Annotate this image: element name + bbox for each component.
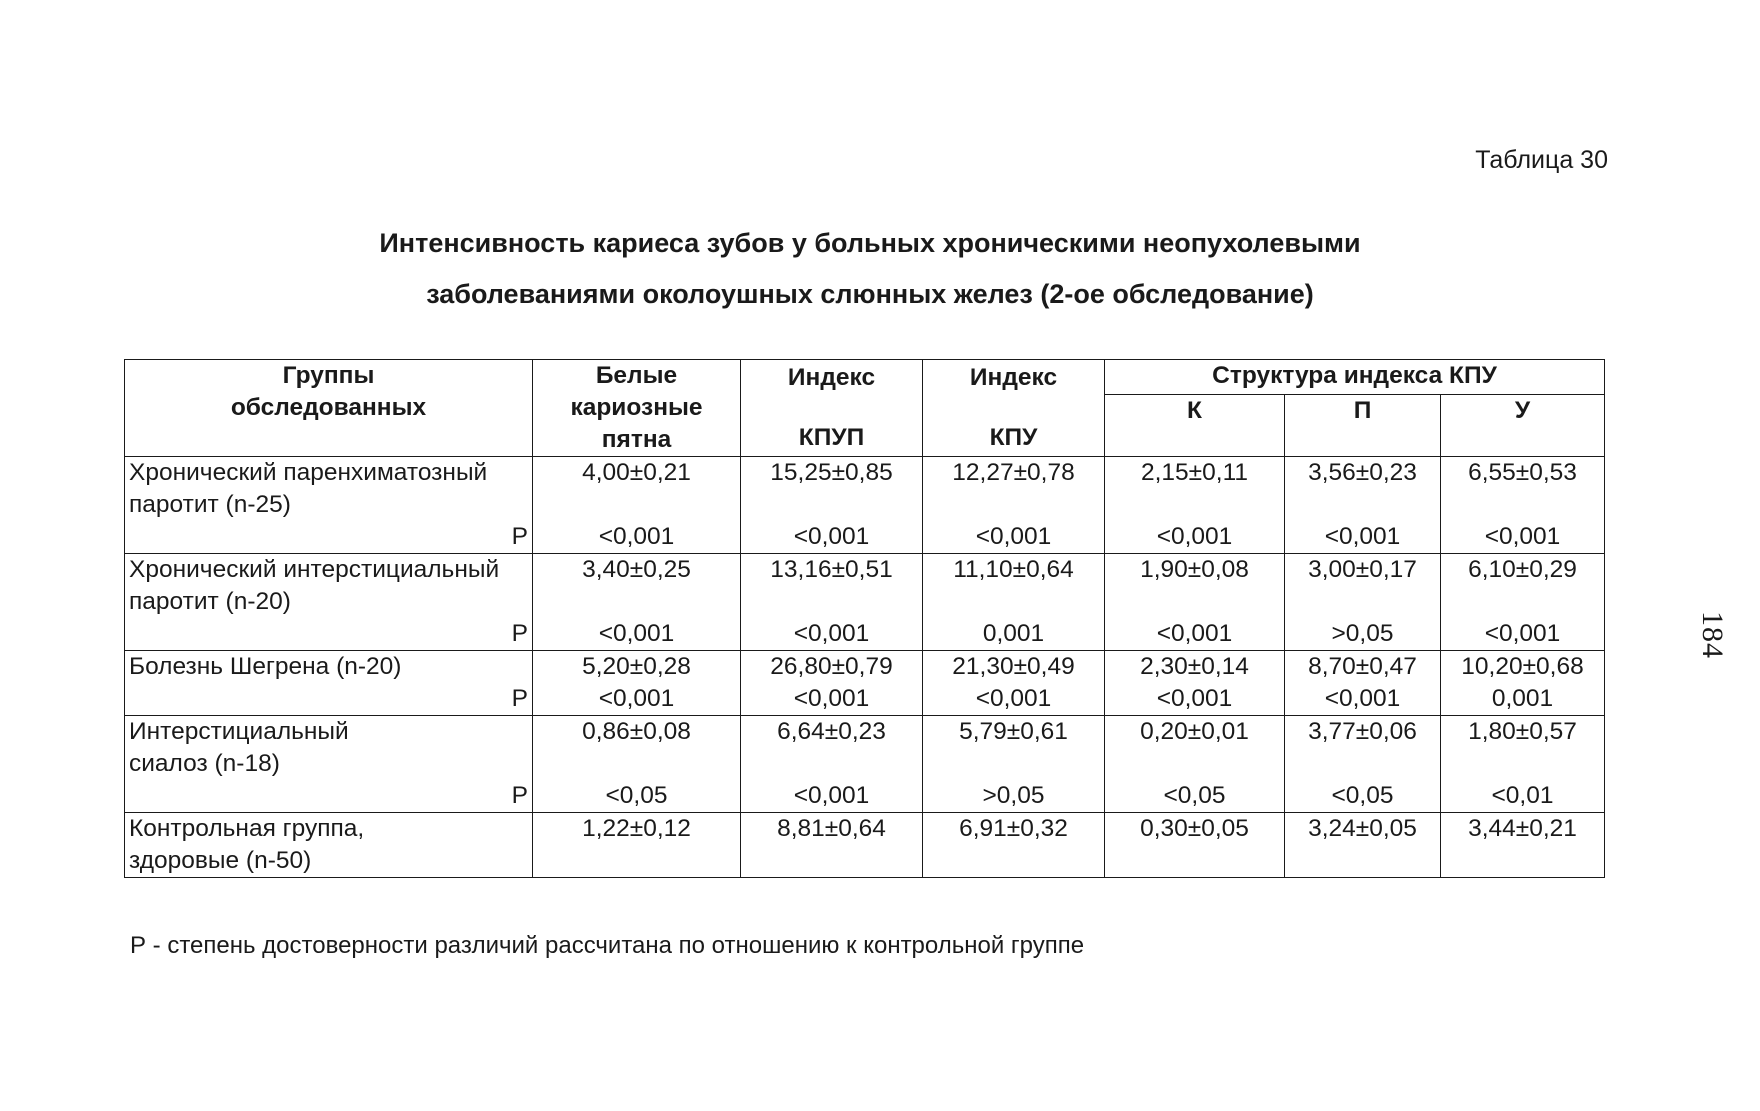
p-label: Р bbox=[511, 620, 528, 647]
value: 8,70±0,47 bbox=[1308, 653, 1417, 680]
header-structure: Структура индекса КПУ bbox=[1105, 360, 1605, 395]
p-value: <0,001 bbox=[1324, 523, 1401, 550]
value: 2,15±0,11 bbox=[1141, 459, 1248, 486]
value: 5,20±0,28 bbox=[582, 653, 691, 680]
value: 3,00±0,17 bbox=[1308, 556, 1417, 583]
value-cell bbox=[533, 651, 741, 716]
value-cell bbox=[1285, 554, 1441, 651]
p-value: <0,001 bbox=[598, 685, 675, 712]
p-value: 0,001 bbox=[982, 620, 1045, 647]
value-cell bbox=[1285, 813, 1441, 878]
value-cell bbox=[923, 716, 1105, 813]
page-number: 184 bbox=[1696, 611, 1729, 659]
p-label: Р bbox=[511, 782, 528, 809]
p-value: <0,001 bbox=[1156, 523, 1233, 550]
header-groups-line-1: Группы bbox=[282, 362, 375, 389]
p-value: <0,05 bbox=[1331, 782, 1394, 809]
header-white-spots bbox=[533, 360, 741, 457]
value: 21,30±0,49 bbox=[952, 653, 1075, 680]
p-value: <0,001 bbox=[1484, 523, 1561, 550]
value: 2,30±0,14 bbox=[1140, 653, 1249, 680]
p-value: <0,001 bbox=[793, 620, 870, 647]
p-value: <0,001 bbox=[793, 685, 870, 712]
value: 4,00±0,21 bbox=[582, 459, 691, 486]
value: 12,27±0,78 bbox=[952, 459, 1075, 486]
p-label: Р bbox=[511, 685, 528, 712]
header-kpup-top: Индекс bbox=[787, 364, 876, 391]
value-cell bbox=[1105, 651, 1285, 716]
value-cell bbox=[1441, 651, 1605, 716]
table-row bbox=[125, 813, 1605, 878]
group-cell bbox=[125, 651, 533, 716]
p-value: >0,05 bbox=[982, 782, 1045, 809]
value: 0,20±0,01 bbox=[1140, 718, 1249, 745]
header-kpup-bottom: КПУП bbox=[798, 424, 865, 451]
p-value: <0,05 bbox=[605, 782, 668, 809]
table-title bbox=[0, 218, 1740, 320]
p-value: <0,001 bbox=[793, 523, 870, 550]
value: 1,22±0,12 bbox=[582, 815, 691, 842]
value: 15,25±0,85 bbox=[770, 459, 893, 486]
table-row bbox=[125, 651, 1605, 716]
value: 11,10±0,64 bbox=[953, 556, 1074, 583]
p-value: <0,001 bbox=[1484, 620, 1561, 647]
group-name-line: Интерстициальный bbox=[129, 718, 349, 745]
value: 5,79±0,61 bbox=[959, 718, 1068, 745]
p-value: <0,001 bbox=[1156, 685, 1233, 712]
p-value: <0,001 bbox=[598, 523, 675, 550]
value-cell bbox=[1105, 813, 1285, 878]
group-cell bbox=[125, 716, 533, 813]
group-name-line: Контрольная группа, bbox=[129, 815, 365, 842]
p-value: <0,001 bbox=[975, 685, 1052, 712]
group-name-line: паротит (n-25) bbox=[129, 491, 291, 518]
value-cell bbox=[533, 457, 741, 554]
table-row bbox=[125, 554, 1605, 651]
p-value: <0,05 bbox=[1163, 782, 1226, 809]
group-name-line: Хронический интерстициальный bbox=[129, 556, 500, 583]
header-groups bbox=[125, 360, 533, 457]
value-cell bbox=[741, 651, 923, 716]
footnote: Р - степень достоверности различий рассчитана по отношению к контрольной группе bbox=[130, 932, 1085, 959]
value-cell bbox=[1441, 554, 1605, 651]
header-kpu-bottom: КПУ bbox=[989, 424, 1038, 451]
value-cell bbox=[1285, 651, 1441, 716]
value-cell bbox=[923, 457, 1105, 554]
value: 3,77±0,06 bbox=[1308, 718, 1417, 745]
value-cell bbox=[1105, 457, 1285, 554]
header-u: У bbox=[1441, 395, 1605, 457]
value-cell bbox=[1441, 716, 1605, 813]
group-name-line: Хронический паренхиматозный bbox=[129, 459, 488, 486]
value-cell bbox=[1441, 813, 1605, 878]
p-value: >0,05 bbox=[1331, 620, 1394, 647]
value-cell bbox=[1105, 716, 1285, 813]
value: 10,20±0,68 bbox=[1461, 653, 1584, 680]
value-cell bbox=[741, 716, 923, 813]
p-value: <0,001 bbox=[1156, 620, 1233, 647]
header-kpup bbox=[741, 360, 923, 457]
value-cell bbox=[533, 716, 741, 813]
value: 1,90±0,08 bbox=[1140, 556, 1249, 583]
header-groups-line-2: обследованных bbox=[230, 394, 427, 421]
header-kpu-top: Индекс bbox=[969, 364, 1058, 391]
p-value: <0,001 bbox=[598, 620, 675, 647]
value-cell bbox=[533, 554, 741, 651]
p-value: 0,001 bbox=[1491, 685, 1554, 712]
value-cell bbox=[923, 813, 1105, 878]
value: 3,24±0,05 bbox=[1308, 815, 1417, 842]
p-value: <0,001 bbox=[1324, 685, 1401, 712]
table-row bbox=[125, 716, 1605, 813]
group-cell bbox=[125, 554, 533, 651]
title-line-1: Интенсивность кариеса зубов у больных хроническими неопухолевыми bbox=[379, 228, 1361, 258]
value: 3,40±0,25 bbox=[582, 556, 691, 583]
value: 1,80±0,57 bbox=[1468, 718, 1577, 745]
value: 13,16±0,51 bbox=[770, 556, 893, 583]
group-cell bbox=[125, 457, 533, 554]
header-white-spots-line-2: кариозные bbox=[570, 394, 703, 421]
value-cell bbox=[923, 651, 1105, 716]
value: 0,86±0,08 bbox=[582, 718, 691, 745]
p-value: <0,001 bbox=[975, 523, 1052, 550]
table-row bbox=[125, 457, 1605, 554]
group-name-line: паротит (n-20) bbox=[129, 588, 291, 615]
value: 6,10±0,29 bbox=[1468, 556, 1577, 583]
header-white-spots-line-1: Белые bbox=[595, 362, 678, 389]
group-cell bbox=[125, 813, 533, 878]
value: 6,64±0,23 bbox=[777, 718, 886, 745]
value-cell bbox=[1105, 554, 1285, 651]
value: 3,44±0,21 bbox=[1468, 815, 1577, 842]
group-name-line: Болезнь Шегрена (n-20) bbox=[129, 653, 402, 680]
value: 8,81±0,64 bbox=[777, 815, 886, 842]
p-label: Р bbox=[511, 523, 528, 550]
header-kpu bbox=[923, 360, 1105, 457]
value-cell bbox=[741, 457, 923, 554]
value-cell bbox=[741, 813, 923, 878]
group-name-line: сиалоз (n-18) bbox=[129, 750, 280, 777]
value: 0,30±0,05 bbox=[1140, 815, 1249, 842]
value: 6,91±0,32 bbox=[959, 815, 1068, 842]
value-cell bbox=[923, 554, 1105, 651]
value: 6,55±0,53 bbox=[1468, 459, 1577, 486]
header-p: П bbox=[1285, 395, 1441, 457]
caries-table bbox=[124, 359, 1605, 878]
value-cell bbox=[533, 813, 741, 878]
value-cell bbox=[1441, 457, 1605, 554]
header-white-spots-line-3: пятна bbox=[601, 426, 672, 453]
title-line-2: заболеваниями околоушных слюнных желез (2-ое обследование) bbox=[426, 279, 1314, 309]
value: 26,80±0,79 bbox=[770, 653, 893, 680]
value: 3,56±0,23 bbox=[1308, 459, 1417, 486]
p-value: <0,01 bbox=[1491, 782, 1554, 809]
value-cell bbox=[1285, 716, 1441, 813]
table-number: Таблица 30 bbox=[1475, 146, 1608, 174]
group-name-line: здоровые (n-50) bbox=[129, 847, 312, 874]
value-cell bbox=[1285, 457, 1441, 554]
p-value: <0,001 bbox=[793, 782, 870, 809]
header-k: К bbox=[1105, 395, 1285, 457]
value-cell bbox=[741, 554, 923, 651]
